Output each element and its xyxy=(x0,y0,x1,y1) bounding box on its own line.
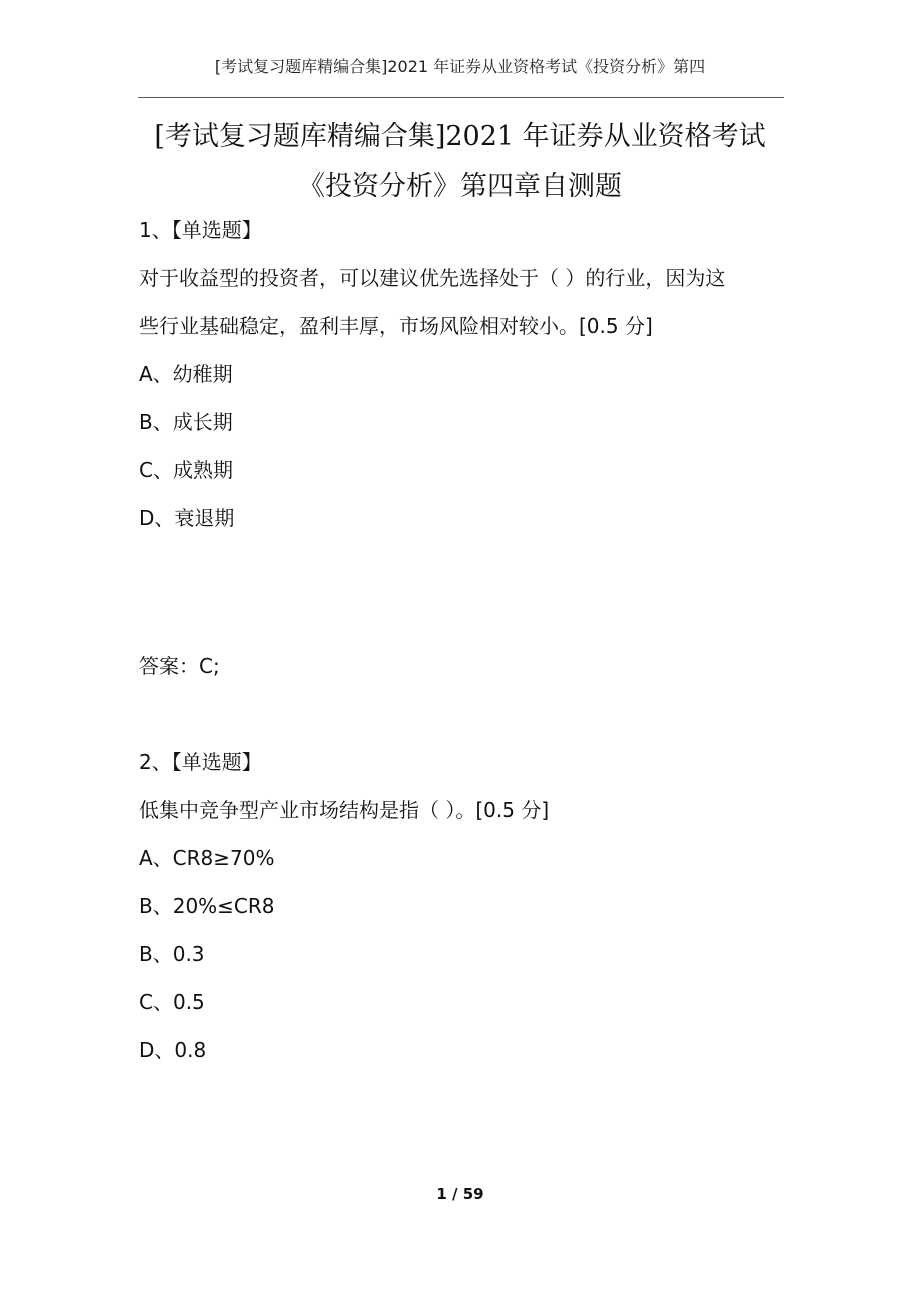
question-2-option-5: D、0.8 xyxy=(139,1038,207,1062)
question-2-option-4: C、0.5 xyxy=(139,990,205,1014)
document-title xyxy=(100,112,820,212)
header-divider xyxy=(138,97,784,98)
question-2-option-2: B、20%≤CR8 xyxy=(139,894,275,918)
question-1-stem-line-2: 些行业基础稳定，盈利丰厚，市场风险相对较小。[0.5 分] xyxy=(139,314,653,338)
question-1-option-b: B、成长期 xyxy=(139,410,233,434)
question-1-option-a: A、幼稚期 xyxy=(139,362,233,386)
question-1-answer: 答案：C; xyxy=(139,654,220,678)
document-title-line-2: 《投资分析》第四章自测题 xyxy=(298,171,622,202)
question-1-header: 1、【单选题】 xyxy=(139,218,262,242)
document-title-line-1: [考试复习题库精编合集]2021 年证券从业资格考试 xyxy=(154,121,766,152)
question-2-header: 2、【单选题】 xyxy=(139,750,262,774)
question-2-option-3: B、0.3 xyxy=(139,942,205,966)
question-2-stem-line-1: 低集中竞争型产业市场结构是指（ ）。[0.5 分] xyxy=(139,798,550,822)
question-2-option-1: A、CR8≥70% xyxy=(139,846,275,870)
question-1-option-d: D、衰退期 xyxy=(139,506,235,530)
question-2 xyxy=(139,738,779,1074)
question-1-option-c: C、成熟期 xyxy=(139,458,233,482)
question-1-answer-block xyxy=(139,642,779,690)
question-1-stem-line-1: 对于收益型的投资者，可以建议优先选择处于（ ）的行业，因为这 xyxy=(139,266,726,290)
page-number: 1 / 59 xyxy=(436,1185,484,1203)
running-header: [考试复习题库精编合集]2021 年证券从业资格考试《投资分析》第四 xyxy=(214,57,706,76)
question-1 xyxy=(139,206,779,542)
